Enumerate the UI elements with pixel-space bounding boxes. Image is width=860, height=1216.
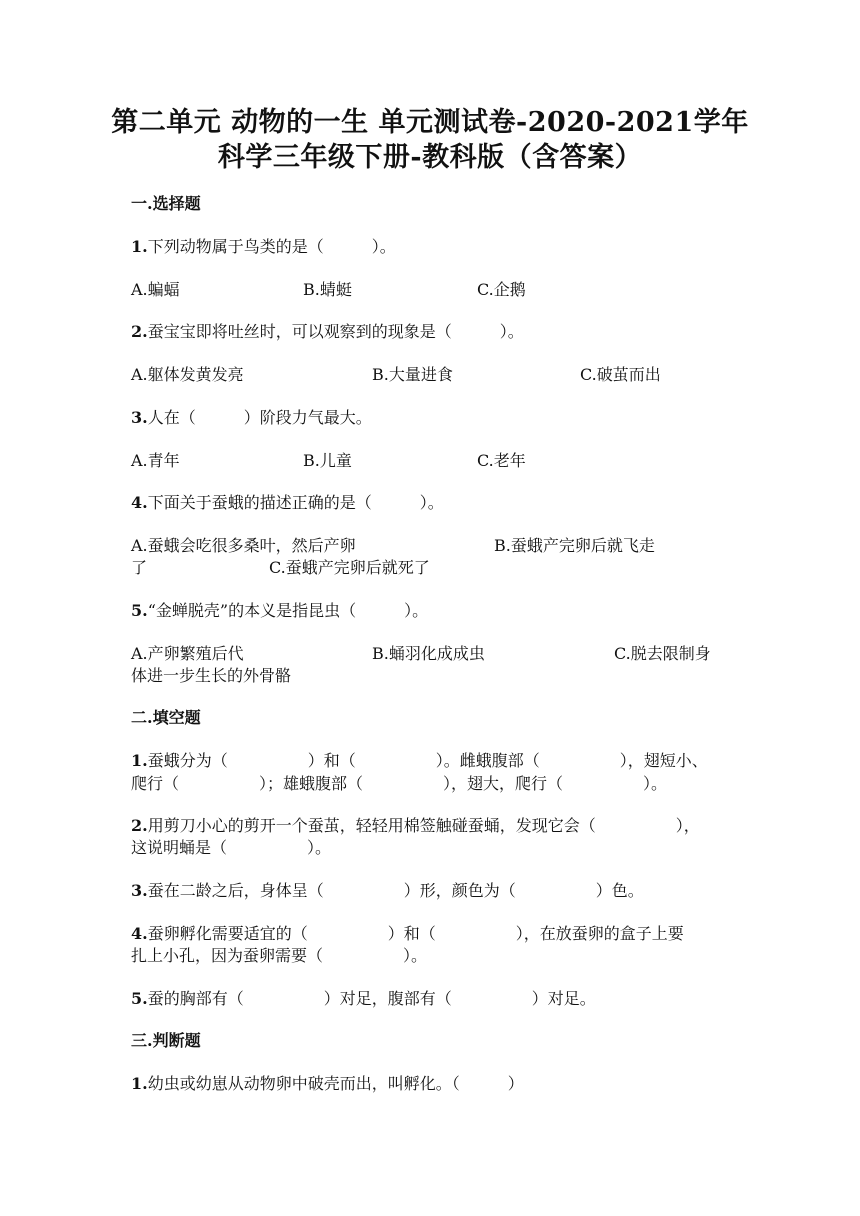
question-text: 幼虫或幼崽从动物卵中破壳而出，叫孵化。（ ） bbox=[147, 1074, 524, 1093]
title-line-1: 第二单元 动物的一生 单元测试卷-2020-2021学年 bbox=[111, 107, 749, 138]
choice-q5-option-c: C.脱去限制身 bbox=[614, 644, 711, 663]
fill-question-2-line-2: 这说明蛹是（ ）。 bbox=[131, 838, 332, 857]
section-judge-heading: 三.判断题 bbox=[131, 1031, 201, 1050]
choice-q2-option-c: C.破茧而出 bbox=[580, 365, 661, 384]
question-number: 4. bbox=[131, 493, 148, 512]
choice-question-4 bbox=[131, 492, 444, 514]
choice-q1-option-b: B.蜻蜓 bbox=[303, 280, 352, 299]
fill-question-3 bbox=[131, 880, 644, 902]
section-fill-heading: 二.填空题 bbox=[131, 708, 201, 727]
choice-q4-option-c: C.蚕蛾产完卵后就死了 bbox=[269, 558, 430, 577]
question-number: 4. bbox=[131, 924, 148, 943]
question-text-line-1: 蚕的胸部有（ ）对足，腹部有（ ）对足。 bbox=[147, 989, 596, 1008]
choice-question-3 bbox=[131, 407, 372, 429]
choice-question-5 bbox=[131, 600, 428, 622]
fill-question-1-line-2: 爬行（ ）；雄蛾腹部（ ），翅大，爬行（ ）。 bbox=[131, 774, 668, 793]
choice-q5-option-c-wrap: 体进一步生长的外骨骼 bbox=[131, 666, 292, 685]
question-number: 2. bbox=[131, 816, 148, 835]
question-text: 下面关于蚕蛾的描述正确的是（ ）。 bbox=[147, 493, 444, 512]
choice-q4-option-a: A.蚕蛾会吃很多桑叶，然后产卵 bbox=[131, 536, 356, 555]
title-line-2: 科学三年级下册-教科版（含答案） bbox=[217, 142, 643, 173]
question-number: 3. bbox=[131, 408, 148, 427]
question-text-line-1: 用剪刀小心的剪开一个蚕茧，轻轻用棉签触碰蚕蛹，发现它会（ ）， bbox=[147, 816, 700, 835]
question-number: 5. bbox=[131, 601, 148, 620]
question-number: 1. bbox=[131, 237, 148, 256]
fill-question-4 bbox=[131, 923, 684, 945]
choice-q4-option-b: B.蚕蛾产完卵后就飞走 bbox=[494, 536, 655, 555]
choice-question-2 bbox=[131, 321, 524, 343]
choice-q1-option-a: A.蝙蝠 bbox=[131, 280, 180, 299]
question-text-line-1: 蚕在二龄之后，身体呈（ ）形，颜色为（ ）色。 bbox=[147, 881, 644, 900]
choice-q2-option-b: B.大量进食 bbox=[372, 365, 453, 384]
question-text-line-1: 蚕蛾分为（ ）和（ ）。雌蛾腹部（ ），翅短小、 bbox=[147, 751, 708, 770]
question-text: 下列动物属于鸟类的是（ ）。 bbox=[147, 237, 396, 256]
choice-q4-option-b-wrap: 了 bbox=[131, 558, 148, 577]
judge-question-1 bbox=[131, 1073, 524, 1095]
choice-q3-option-c: C.老年 bbox=[477, 451, 526, 470]
fill-question-4-line-2: 扎上小孔，因为蚕卵需要（ ）。 bbox=[131, 946, 428, 965]
question-number: 1. bbox=[131, 751, 148, 770]
question-text: “金蝉脱壳”的本义是指昆虫（ ）。 bbox=[147, 601, 429, 620]
choice-q2-option-a: A.躯体发黄发亮 bbox=[131, 365, 244, 384]
fill-question-2 bbox=[131, 815, 700, 837]
choice-q1-option-c: C.企鹅 bbox=[477, 280, 526, 299]
choice-question-1 bbox=[131, 236, 396, 258]
section-choice-heading: 一.选择题 bbox=[131, 194, 201, 213]
question-text: 蚕宝宝即将吐丝时，可以观察到的现象是（ ）。 bbox=[147, 322, 524, 341]
choice-q3-option-b: B.儿童 bbox=[303, 451, 352, 470]
choice-q5-option-b: B.蛹羽化成成虫 bbox=[372, 644, 485, 663]
question-number: 5. bbox=[131, 989, 148, 1008]
question-text: 人在（ ）阶段力气最大。 bbox=[147, 408, 372, 427]
question-text-line-1: 蚕卵孵化需要适宜的（ ）和（ ），在放蚕卵的盒子上要 bbox=[147, 924, 684, 943]
question-number: 3. bbox=[131, 881, 148, 900]
choice-q5-option-a: A.产卵繁殖后代 bbox=[131, 644, 244, 663]
choice-q3-option-a: A.青年 bbox=[131, 451, 180, 470]
question-number: 2. bbox=[131, 322, 148, 341]
fill-question-1 bbox=[131, 750, 708, 772]
question-number: 1. bbox=[131, 1074, 148, 1093]
fill-question-5 bbox=[131, 988, 596, 1010]
